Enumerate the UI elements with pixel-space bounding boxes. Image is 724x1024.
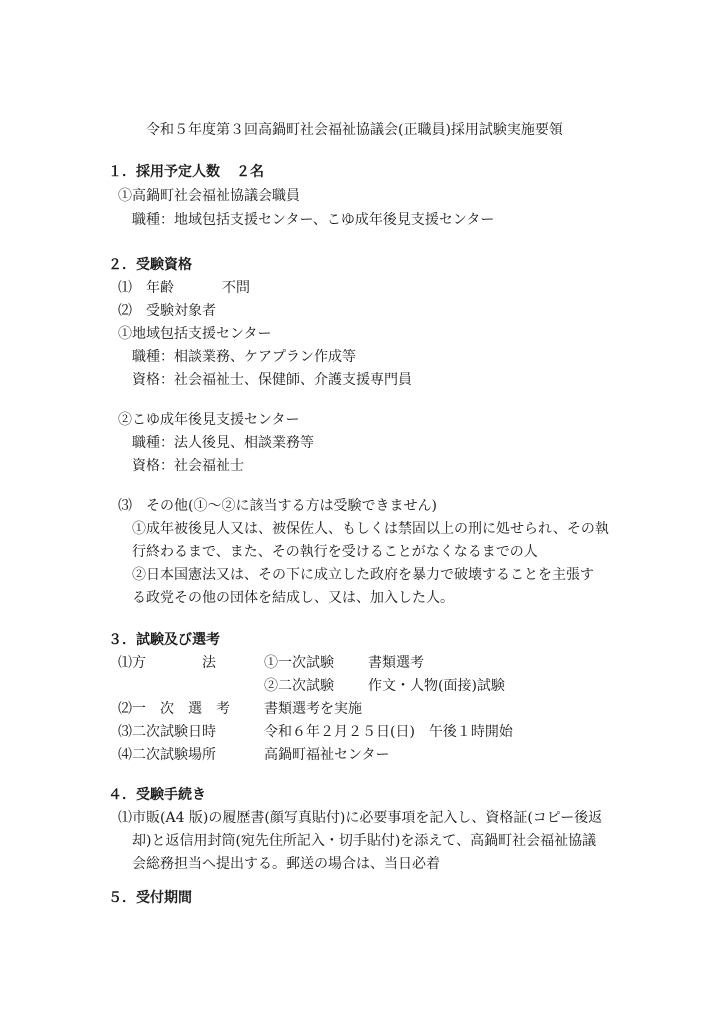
- other-item2-line1: ②日本国憲法又は、その下に成立した政府を暴力で破壊することを主張す: [132, 567, 594, 583]
- section4-heading: ４．受験手続き: [108, 787, 206, 803]
- first-selection-label: ⑵一 次 選 考: [118, 701, 230, 717]
- qualification-a-job: 職種：相談業務、ケアプラン作成等: [132, 349, 356, 365]
- section3-heading: ３．試験及び選考: [108, 632, 220, 648]
- age-value: 不問: [222, 280, 250, 296]
- qualification-a-qual: 資格：社会福祉士、保健師、介護支援専門員: [132, 372, 412, 388]
- method1-name: ①一次試験: [264, 655, 334, 671]
- second-date-value: 令和６年２月２５日(日) 午後１時開始: [264, 724, 513, 740]
- qualification-b-title: ②こゆ成年後見支援センター: [118, 412, 300, 428]
- other-item1-line1: ①成年被後見人又は、被保佐人、もしくは禁固以上の刑に処せられ、その執: [132, 521, 609, 537]
- second-place-label: ⑷二次試験場所: [118, 747, 216, 763]
- qualification-b-qual: 資格：社会福祉士: [132, 458, 244, 474]
- other-label: ⑶ その他(①～②に該当する方は受験できません): [118, 498, 437, 514]
- document-title: 令和５年度第３回高鍋町社会福祉協議会(正職員)採用試験実施要領: [146, 122, 563, 138]
- first-selection-value: 書類選考を実施: [264, 701, 362, 717]
- method1-value: 書類選考: [368, 655, 424, 671]
- section1-heading: １．採用予定人数: [108, 164, 220, 180]
- section5-heading: ５．受付期間: [108, 890, 192, 906]
- second-place-value: 高鍋町福祉センター: [264, 747, 390, 763]
- section1-count: ２名: [236, 164, 264, 180]
- method2-value: 作文・人物(面接)試験: [368, 678, 505, 694]
- qualification-a-title: ①地域包括支援センター: [118, 326, 272, 342]
- other-item1-line2: 行終わるまで、また、その執行を受けることがなくなるまでの人: [132, 544, 538, 560]
- second-date-label: ⑶二次試験日時: [118, 724, 216, 740]
- procedure-line1: ⑴市販(A4 版)の履歴書(顔写真貼付)に必要事項を記入し、資格証(コピー後返: [118, 810, 603, 826]
- age-label: ⑴ 年齢: [118, 280, 174, 296]
- method2-name: ②二次試験: [264, 678, 334, 694]
- section1-job: 職種：地域包括支援センター、こゆ成年後見支援センター: [132, 212, 495, 228]
- procedure-line2: 却)と返信用封筒(宛先住所記入・切手貼付)を添えて、高鍋町社会福祉協議: [132, 833, 597, 849]
- qualification-b-job: 職種：法人後見、相談業務等: [132, 435, 314, 451]
- target-label: ⑵ 受験対象者: [118, 303, 216, 319]
- section1-item: ①高鍋町社会福祉協議会職員: [118, 188, 300, 204]
- other-item2-line2: る政党その他の団体を結成し、又は、加入した人。: [132, 590, 454, 606]
- section2-heading: ２．受験資格: [108, 257, 192, 273]
- method-label: ⑴方 法: [118, 655, 216, 671]
- procedure-line3: 会総務担当へ提出する。郵送の場合は、当日必着: [132, 856, 440, 872]
